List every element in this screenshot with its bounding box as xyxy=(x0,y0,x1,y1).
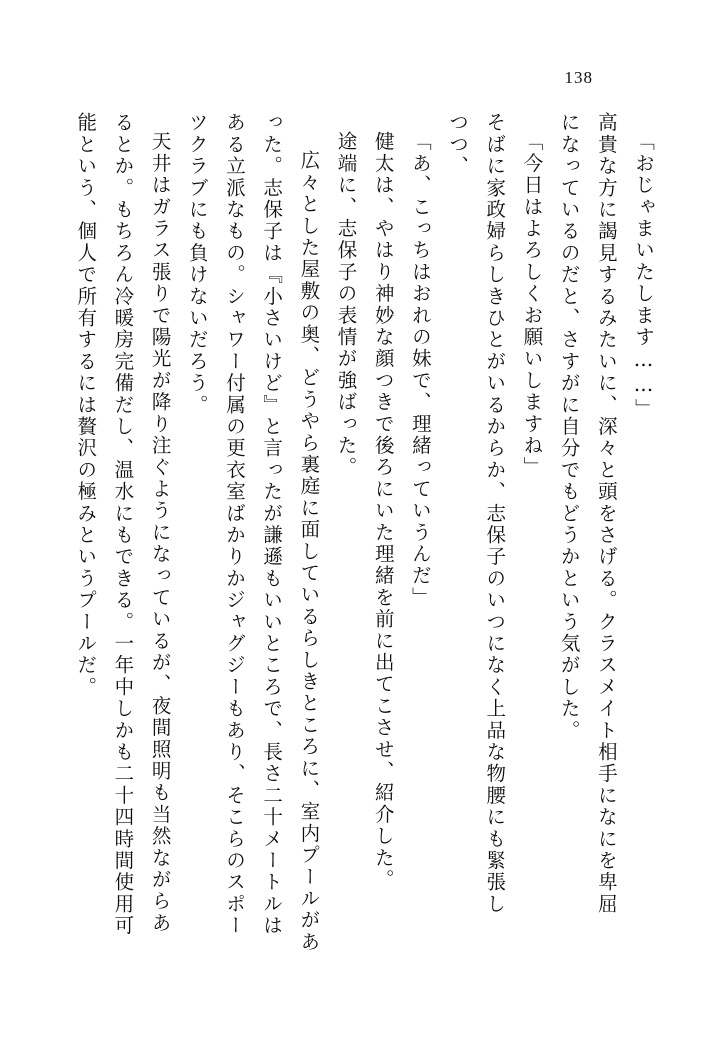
text-line: ツクラブにも負けないだろう。 xyxy=(185,112,209,416)
text-line: 広々とした屋敷の奥、どうやら裏庭に面しているらしきところに、室内プールがあ xyxy=(297,150,321,953)
text-line: つつ、 xyxy=(446,112,470,178)
body-text-block xyxy=(58,112,653,992)
text-line: になっているのだと、さすがに自分でもどうかという気がした。 xyxy=(557,112,581,742)
text-line: そばに家政婦らしきひとがいるからか、志保子のいつになく上品な物腰にも緊張し xyxy=(483,112,507,915)
text-line: 途端に、志保子の表情が強ばった。 xyxy=(334,131,358,479)
text-line: 「今日はよろしくお願いしますね」 xyxy=(520,131,544,479)
text-line: ある立派なもの。シャワー付属の更衣室ばかりかジャグジーもあり、そこらのスポー xyxy=(222,112,246,937)
text-line: 健太は、やはり神妙な顔つきで後ろにいた理緒を前に出てこさせ、紹介した。 xyxy=(371,131,395,891)
text-line: るとか。もちろん冷暖房完備だし、温水にもできる。一年中しかも二十四時間使用可 xyxy=(111,112,135,937)
text-line: 天井はガラス張りで陽光が降り注ぐようになっているが、夜間照明も当然ながらあ xyxy=(148,131,172,934)
text-line: 「あ、こっちはおれの妹で、理緒っていうんだ」 xyxy=(408,131,432,609)
text-line: 高貴な方に謁見するみたいに、深々と頭をさげる。クラスメイト相手になにを卑屈 xyxy=(594,112,618,915)
text-line: 能という、個人で所有するには贅沢の極みというプールだ。 xyxy=(74,112,98,698)
page-number: 138 xyxy=(564,68,593,87)
text-line: った。志保子は『小さいけど』と言ったが謙遜もいいところで、長さ二十メートルは xyxy=(260,112,284,937)
text-line: 「おじゃまいたします……」 xyxy=(632,131,655,421)
